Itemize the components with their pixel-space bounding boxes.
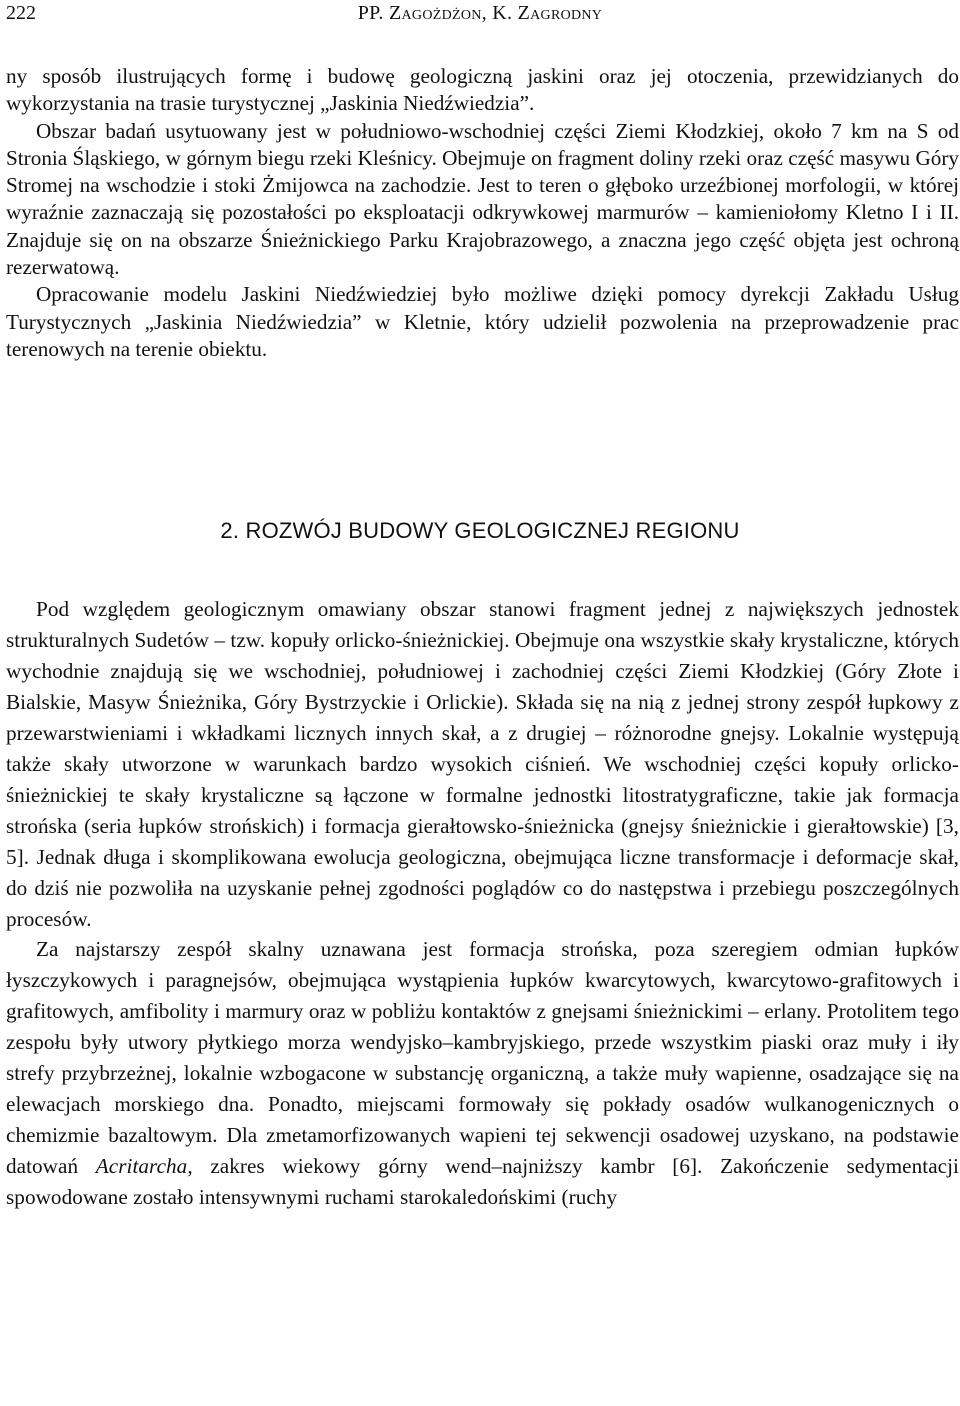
section-heading: 2. ROZWÓJ BUDOWY GEOLOGICZNEJ REGIONU [220,518,740,543]
running-header [0,0,960,26]
paragraph-study-area: Obszar badań usytuowany jest w południowo-wschodniej części Ziemi Kłodzkiej, około 7 km na S od Stronia Śląskiego, w górnym biegu rzeki Kleśnicy. Obejmuje on fragment doliny rzeki oraz część masywu Góry Stromej na wschodzie i stoki Żmijowca na zachodzie. Jest to teren o głęboko urzeźbionej morfologii, w której wyraźnie zaznaczają się pozostałości po eksploatacji odkrywkowej marmurów – kamieniołomy Kletno I i II. Znajduje się on na obszarze Śnieżnickiego Parku Krajobrazowego, a znaczna jego część objęta jest ochroną rezerwatową. [6,118,959,280]
page-number: 222 [6,2,36,24]
paragraph-geology-overview: Pod względem geologicznym omawiany obszar stanowi fragment jednej z największych jednostek strukturalnych Sudetów – tzw. kopuły orlicko-śnieżnickiej. Obejmuje ona wszystkie skały krystaliczne, których wychodnie znajdują się we wschodniej, południowej i zachodniej części Ziemi Kłodzkiej (Góry Złote i Bialskie, Masyw Śnieżnika, Góry Bystrzyckie i Orlickie). Składa się na nią z jednej strony zespół łupkowy z przewarstwieniami i wkładkami licznych innych skał, a z drugiej – różnorodne gnejsy. Lokalnie występują także skały utworzone w warunkach bardzo wysokich ciśnień. We wschodniej części kopuły orlicko-śnieżnickiej te skały krystaliczne są łączone w formalne jednostki litostratygraficzne, takie jak formacja strońska (seria łupków strońskich) i formacja gierałtowsko-śnieżnicka (gnejsy śnieżnickie i gierałtowskie) [3, 5]. Jednak długa i skomplikowana ewolucja geologiczna, obejmująca liczne transformacje i deformacje skał, do dziś nie pozwoliła na uzyskanie pełnej zgodności poglądów co do następstwa i przebiegu poszczególnych procesów. [6,597,959,931]
paragraph-text-part: , zakres wiekowy górny wend–najniższy kambr [6]. Zakończenie sedymentacji spowodowane zostało intensywnymi ruchami starokaledońskimi (ruchy [6,1154,959,1210]
taxon-italic: Acritarcha [95,1154,188,1179]
intro-text-block [6,63,959,363]
running-header-authors: PP. Zagożdżon, K. Zagrodny [357,2,603,24]
paragraph-stronie-formation [6,934,959,1213]
section-body [6,594,959,1213]
paragraph-acknowledgement: Opracowanie modelu Jaskini Niedźwiedziej było możliwe dzięki pomocy dyrekcji Zakładu Usług Turystycznych „Jaskinia Niedźwiedzia” w Kletnie, który udzielił pozwolenia na przeprowadzenie prac terenowych na terenie obiektu. [6,282,959,361]
paragraph-text-part: Za najstarszy zespół skalny uznawana jest formacja strońska, poza szeregiem odmian łupków łyszczykowych i paragnejsów, obejmująca wystąpienia łupków kwarcytowych, kwarcytowo-grafitowych i grafitowych, amfibolity i marmury oraz w pobliżu kontaktów z gnejsami śnieżnickimi – erlany. Protolitem tego zespołu były utwory płytkiego morza wendyjsko–kambryjskiego, przede wszystkim piaski oraz muły i iły strefy przybrzeżnej, lokalnie wzbogacone w substancję organiczną, a także muły wapienne, osadzające się na elewacjach morskiego dna. Ponadto, miejscami formowały się pokłady osadów wulkanogenicznych o chemizmie bazaltowym. Dla zmetamorfizowanych wapieni tej sekwencji osadowej uzyskano, na podstawie datowań [6,937,959,1179]
paragraph-continuation: ny sposób ilustrujących formę i budowę geologiczną jaskini oraz jej otoczenia, przewidzianych do wykorzystania na trasie turystycznej „Jaskinia Niedźwiedzia”. [6,64,959,116]
